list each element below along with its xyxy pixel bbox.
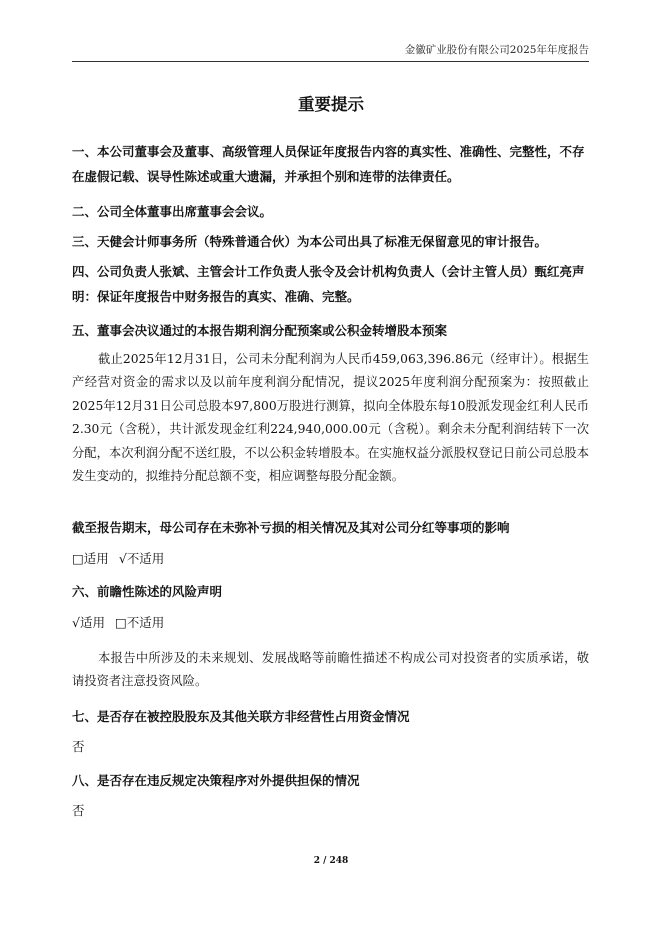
item-8-answer: 否 — [72, 803, 85, 818]
option-applicable: □适用 — [72, 551, 109, 566]
risk-options — [72, 613, 589, 633]
page-header: 金徽矿业股份有限公司2025年年度报告 — [404, 44, 589, 56]
profit-distribution-paragraph: 截止2025年12月31日，公司未分配利润为人民币459,063,396.86元（经审计）。根据生产经营对资金的需求以及以前年度利润分配情况，提议2025年度利润分配预案为：按照截止2025年12月31日公司总股本97,800万股进行测算，拟向全体股东每10股派发现金红利人民币2.30元（含税），共计派发现金红利224,940,000.00元（含税）。剩余未分配利润结转下一次分配，本次利润分配不送红股，不以公积金转增股本。在实施权益分派股权登记日前公司总股本发生变动的，拟维持分配总额不变，相应调整每股分配金额。 — [72, 352, 589, 484]
uncovered-loss-heading: 截至报告期末，母公司存在未弥补亏损的相关情况及其对公司分红等事项的影响 — [72, 520, 510, 535]
header-rule — [72, 61, 589, 62]
item-1-heading: 一、本公司董事会及董事、高级管理人员保证年度报告内容的真实性、准确性、完整性，不存在虚假记载、误导性陈述或重大遗漏，并承担个别和连带的法律责任。 — [72, 144, 585, 184]
item-3-heading: 三、天健会计师事务所（特殊普通合伙）为本公司出具了标准无保留意见的审计报告。 — [72, 234, 548, 249]
page-number: 2 / 248 — [313, 856, 349, 866]
option-applicable: √适用 — [72, 615, 105, 630]
option-not-applicable: √不适用 — [118, 551, 165, 566]
item-2-heading: 二、公司全体董事出席董事会会议。 — [72, 204, 273, 219]
forward-looking-paragraph: 本报告中所涉及的未来规划、发展战略等前瞻性描述不构成公司对投资者的实质承诺，敬请投资者注意投资风险。 — [72, 651, 589, 689]
item-7-answer: 否 — [72, 739, 85, 754]
item-4-heading: 四、公司负责人张斌、主管会计工作负责人张令及会计机构负责人（会计主管人员）甄红亮声明：保证年度报告中财务报告的真实、准确、完整。 — [72, 264, 585, 304]
item-5-heading: 五、董事会决议通过的本报告期利润分配预案或公积金转增股本预案 — [72, 323, 448, 338]
uncovered-loss-options — [72, 549, 589, 569]
option-not-applicable: □不适用 — [114, 615, 165, 630]
item-6-heading: 六、前瞻性陈述的风险声明 — [72, 584, 223, 599]
item-8-heading: 八、是否存在违反规定决策程序对外提供担保的情况 — [72, 773, 360, 788]
page-title: 重要提示 — [298, 95, 364, 114]
item-7-heading: 七、是否存在被控股股东及其他关联方非经营性占用资金情况 — [72, 709, 410, 724]
